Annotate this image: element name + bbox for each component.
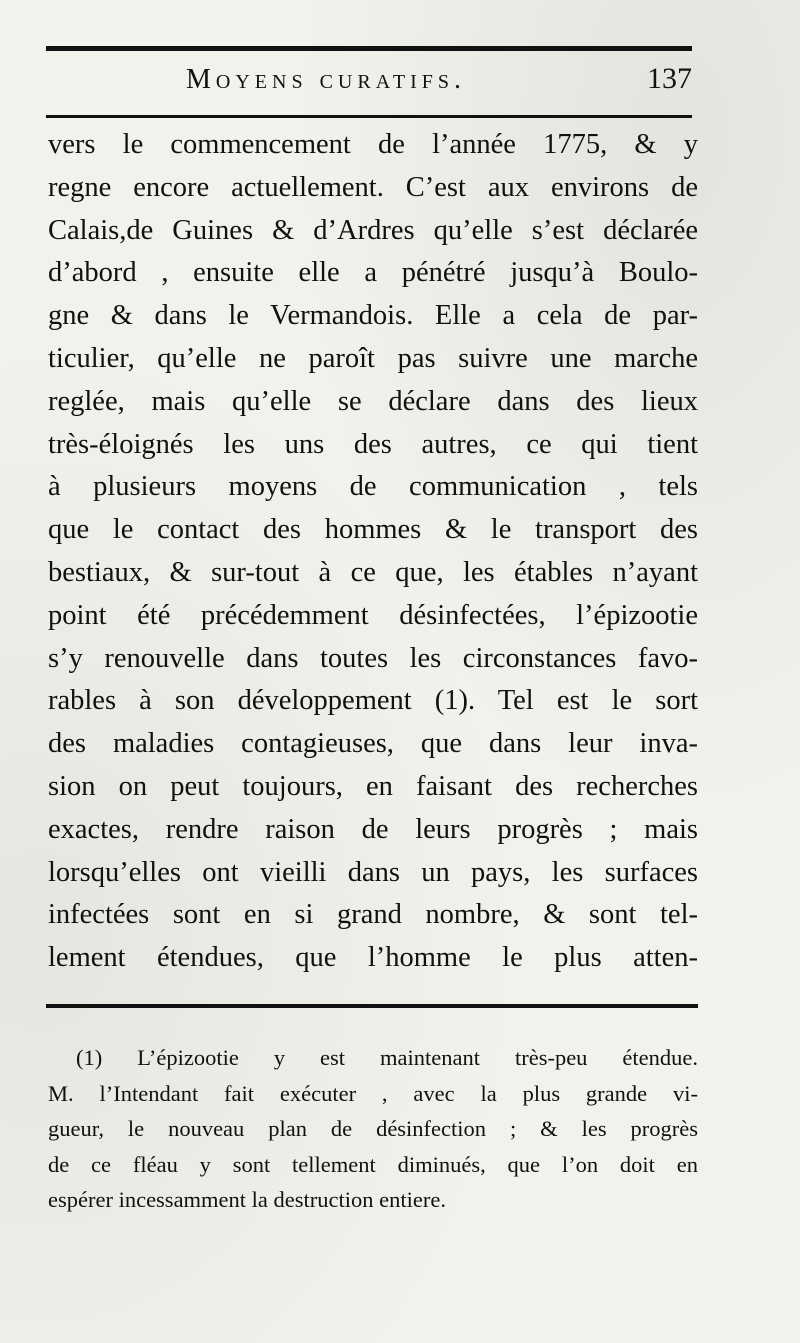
footnote-line: M. l’Intendant fait exécuter , avec la plus grande vi- <box>48 1080 698 1106</box>
page-header <box>46 62 692 104</box>
body-line: s’y renouvelle dans toutes les circonstances favo- <box>48 642 698 674</box>
footnote <box>48 1040 698 1218</box>
footnote-line: de ce fléau y sont tellement diminués, que l’on doit en <box>48 1151 698 1177</box>
body-line: exactes, rendre raison de leurs progrès ; mais <box>48 813 698 845</box>
body-line: très-éloignés les uns des autres, ce qui tient <box>48 428 698 460</box>
body-line: reglée, mais qu’elle se déclare dans des lieux <box>48 385 698 417</box>
footnote-separator-rule <box>46 1004 698 1008</box>
body-line: Calais,de Guines & d’Ardres qu’elle s’est déclarée <box>48 214 698 246</box>
footnote-line: espérer incessamment la destruction entiere. <box>48 1187 446 1212</box>
page-number: 137 <box>647 62 692 95</box>
header-top-rule <box>46 46 692 51</box>
body-line: à plusieurs moyens de communication , tels <box>48 471 698 503</box>
footnote-line: gueur, le nouveau plan de désinfection ; & les progrès <box>48 1116 698 1141</box>
body-line: vers le commencement de l’année 1775, & y <box>48 129 698 160</box>
body-line: bestiaux, & sur-tout à ce que, les étables n’ayant <box>48 556 698 588</box>
body-line: des maladies contagieuses, que dans leur inva- <box>48 728 698 760</box>
footnote-line: (1) L’épizootie y est maintenant très-peu étendue. <box>76 1045 698 1070</box>
body-line: lorsqu’elles ont vieilli dans un pays, les surfaces <box>48 856 698 888</box>
body-line: sion on peut toujours, en faisant des recherches <box>48 770 698 802</box>
body-line: rables à son développement (1). Tel est le sort <box>48 685 698 717</box>
running-title: Moyens curatifs. <box>186 64 467 95</box>
body-line: regne encore actuellement. C’est aux environs de <box>48 171 698 203</box>
body-line: point été précédemment désinfectées, l’épizootie <box>48 599 698 631</box>
body-text <box>48 124 698 980</box>
header-bottom-rule <box>46 115 692 118</box>
body-line: infectées sont en si grand nombre, & sont tel- <box>48 899 698 931</box>
body-line: que le contact des hommes & le transport des <box>48 514 698 546</box>
body-line: d’abord , ensuite elle a pénétré jusqu’à Boulo- <box>48 257 698 289</box>
body-line: gne & dans le Vermandois. Elle a cela de par- <box>48 300 698 332</box>
body-line: ticulier, qu’elle ne paroît pas suivre une marche <box>48 342 698 374</box>
body-line: lement étendues, que l’homme le plus atten- <box>48 942 698 974</box>
